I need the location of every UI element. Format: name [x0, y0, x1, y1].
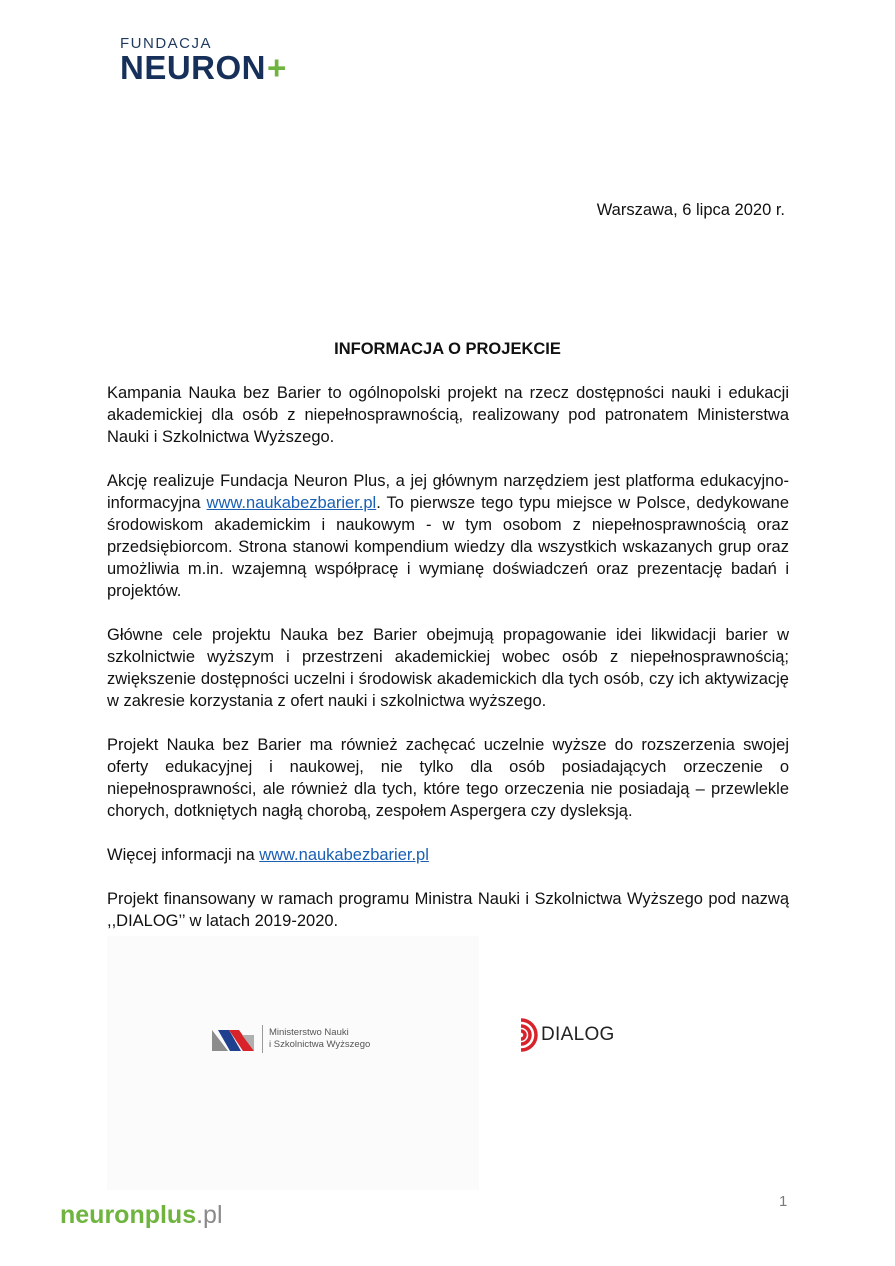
document-body — [107, 382, 789, 954]
paragraph-2: Akcję realizuje Fundacja Neuron Plus, a jej głównym narzędziem jest platforma edukacyjno-informacyjna www.naukabezbarier.pl. To pierwsze tego typu miejsce w Polsce, dedykowane środowiskom akademickim i naukowym - w tym osobom z niepełnosprawnością oraz przedsiębiorcom. Strona stanowi kompendium wiedzy dla wszystkich wskazanych grup oraz umożliwia m.in. wzajemną współpracę i wymianę doświadczeń oraz prezentację badań i projektów. — [107, 472, 789, 600]
website-link-more-info[interactable]: www.naukabezbarier.pl — [259, 846, 429, 864]
paragraph-3: Główne cele projektu Nauka bez Barier obejmują propagowanie idei likwidacji barier w szkolnictwie wyższym i przestrzeni akademickiej wobec osób z niepełnosprawnością; zwiększenie dostępności uczelni i środowisk akademickich dla tych osób, czy ich aktywizację w zakresie korzystania z ofert nauki i szkolnictwa wyższego. — [107, 626, 789, 710]
footer-tld-text: .pl — [196, 1201, 223, 1229]
page-number: 1 — [779, 1193, 788, 1210]
dialog-signal-icon — [519, 1018, 539, 1052]
ministry-logo-text: Ministerstwo Nauki i Szkolnictwa Wyższego — [269, 1027, 371, 1050]
ministry-logo — [212, 1025, 370, 1053]
paragraph-4: Projekt Nauka bez Barier ma również zachęcać uczelnie wyższe do rozszerzenia swojej oferty edukacyjnej i naukowej, nie tylko dla osób posiadających orzeczenie o niepełnosprawności, ale również dla tych, które tego orzeczenia nie posiadają – przewlekle chorych, dotkniętych nagłą chorobą, zespołem Aspergera czy dysleksją. — [107, 736, 789, 820]
fundacja-neuron-logo — [120, 36, 287, 84]
footer-neuronplus-logo — [60, 1201, 223, 1230]
dialog-logo — [519, 1018, 615, 1052]
logo-neuron-word: NEURON — [120, 49, 267, 86]
paragraph-5: Więcej informacji na www.naukabezbarier.pl — [107, 846, 429, 864]
ministry-logo-divider — [262, 1025, 263, 1053]
logo-plus-icon: + — [267, 49, 287, 86]
dialog-logo-text: DIALOG — [541, 1024, 615, 1045]
logo-neuron-text — [120, 49, 287, 86]
document-title: INFORMACJA O PROJEKCIE — [334, 340, 561, 358]
sponsor-logos-area — [107, 936, 479, 1190]
ministry-emblem-icon — [212, 1027, 254, 1051]
website-link[interactable]: www.naukabezbarier.pl — [206, 494, 377, 512]
document-date: Warszawa, 6 lipca 2020 r. — [596, 201, 785, 219]
paragraph-1: Kampania Nauka bez Barier to ogólnopolski projekt na rzecz dostępności nauki i edukacji akademickiej dla osób z niepełnosprawnością, realizowany pod patronatem Ministerstwa Nauki i Szkolnictwa Wyższego. — [107, 384, 789, 446]
paragraph-6: Projekt finansowany w ramach programu Ministra Nauki i Szkolnictwa Wyższego pod nazwą ,,DIALOG’’ w latach 2019-2020. — [107, 890, 789, 930]
footer-brand-text: neuronplus — [60, 1201, 197, 1229]
logo-fundacja-text: FUNDACJA — [120, 35, 213, 52]
